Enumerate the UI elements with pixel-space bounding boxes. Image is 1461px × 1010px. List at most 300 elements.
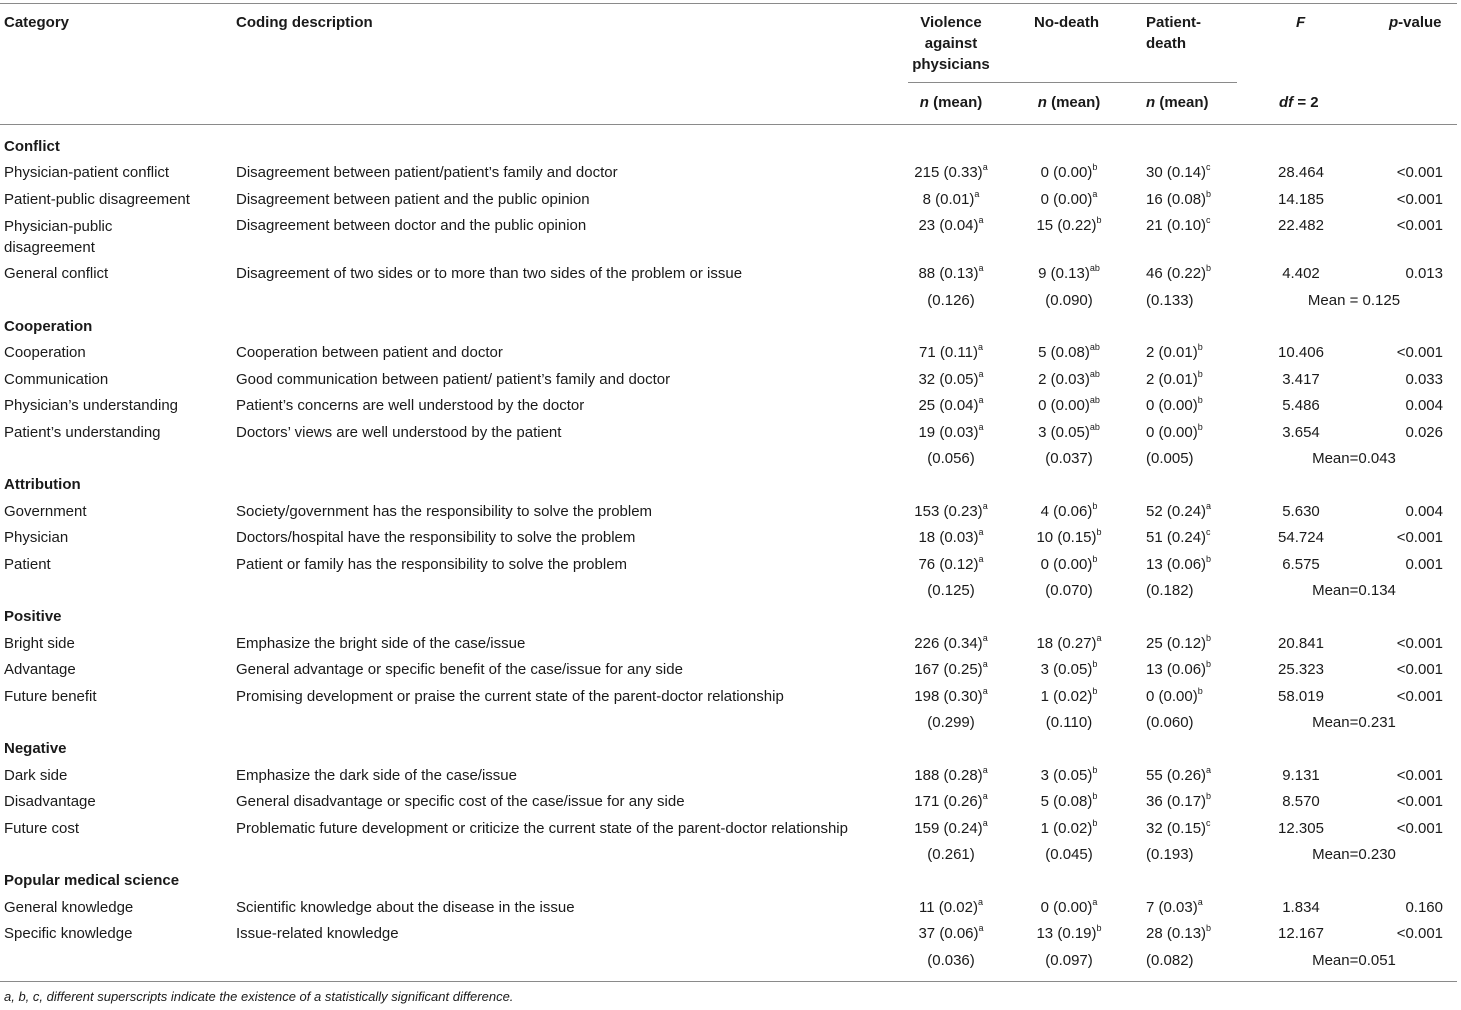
significance-superscript: ab bbox=[1089, 263, 1100, 274]
significance-superscript: a bbox=[1092, 896, 1098, 907]
significance-superscript: c bbox=[1206, 527, 1211, 538]
header-patient-line1: Patient- bbox=[1146, 14, 1202, 31]
sub-header-violence bbox=[900, 92, 1002, 113]
significance-superscript: a bbox=[982, 500, 988, 511]
f-cell: 1.834 bbox=[1282, 898, 1320, 916]
f-cell: 28.464 bbox=[1278, 164, 1324, 182]
patient-death-cell-value: 25 (0.12) bbox=[1146, 634, 1207, 652]
section-header bbox=[0, 314, 1457, 340]
significance-superscript: b bbox=[1206, 791, 1212, 802]
pvalue-cell: 0.026 bbox=[1405, 423, 1443, 441]
significance-superscript: a bbox=[978, 263, 984, 274]
table-row bbox=[0, 499, 1457, 525]
nodeath-cell bbox=[1020, 393, 1118, 419]
significance-superscript: a bbox=[982, 162, 988, 173]
patient-death-cell bbox=[1146, 367, 1203, 393]
patient-death-cell-value: 55 (0.26) bbox=[1146, 766, 1207, 784]
violence-cell bbox=[900, 340, 1002, 366]
description-cell: Problematic future development or criticize the current state of the parent-doctor relationship bbox=[236, 819, 848, 837]
summary-mean: Mean=0.231 bbox=[1312, 714, 1396, 731]
section-title: Positive bbox=[4, 608, 62, 626]
sub-mean: (mean) bbox=[1051, 94, 1101, 111]
significance-superscript: b bbox=[1197, 342, 1203, 353]
significance-superscript: b bbox=[1206, 553, 1212, 564]
significance-superscript: b bbox=[1206, 188, 1212, 199]
sub-header-patient bbox=[1146, 92, 1209, 113]
violence-cell bbox=[900, 657, 1002, 683]
nodeath-cell bbox=[1020, 789, 1118, 815]
f-cell: 3.417 bbox=[1282, 370, 1320, 388]
section-header bbox=[0, 868, 1457, 894]
summary-row bbox=[0, 842, 1457, 868]
significance-superscript: b bbox=[1197, 395, 1203, 406]
significance-superscript: b bbox=[1092, 764, 1098, 775]
significance-superscript: a bbox=[1206, 764, 1212, 775]
nodeath-cell-value: 5 (0.08) bbox=[1038, 344, 1090, 362]
header-violence-line1: Violence bbox=[920, 14, 982, 31]
pvalue-cell: <0.001 bbox=[1396, 164, 1443, 182]
header-patient-line2: death bbox=[1146, 35, 1187, 52]
sub-n: n bbox=[1146, 94, 1156, 111]
description-cell: Issue-related knowledge bbox=[236, 925, 399, 943]
table-row bbox=[0, 160, 1457, 186]
summary-mean: Mean=0.051 bbox=[1312, 951, 1396, 969]
category-cell: General conflict bbox=[4, 265, 109, 283]
summary-patient-death: (0.133) bbox=[1146, 291, 1194, 309]
significance-superscript: a bbox=[978, 395, 984, 406]
category-cell: Communication bbox=[4, 370, 109, 388]
violence-cell-value: 76 (0.12) bbox=[918, 555, 979, 573]
pvalue-cell: 0.013 bbox=[1405, 265, 1443, 283]
violence-cell bbox=[900, 552, 1002, 578]
patient-death-cell bbox=[1146, 657, 1211, 683]
summary-nodeath: (0.090) bbox=[1045, 291, 1093, 309]
nodeath-cell-value: 5 (0.08) bbox=[1040, 793, 1093, 811]
significance-superscript: b bbox=[1206, 923, 1212, 934]
description-cell: Doctors’ views are well understood by the patient bbox=[236, 423, 562, 441]
violence-cell bbox=[900, 895, 1002, 921]
violence-cell-value: 153 (0.23) bbox=[914, 502, 983, 520]
pvalue-cell: <0.001 bbox=[1396, 687, 1443, 705]
patient-death-cell-value: 16 (0.08) bbox=[1146, 190, 1207, 208]
significance-superscript: c bbox=[1206, 215, 1211, 226]
section-title: Negative bbox=[4, 740, 67, 758]
table-row bbox=[0, 789, 1457, 815]
df-text: df bbox=[1279, 94, 1294, 111]
significance-superscript: b bbox=[1197, 421, 1203, 432]
description-cell: Disagreement between patient/patient’s family and doctor bbox=[236, 164, 618, 182]
description-cell: Emphasize the dark side of the case/issue bbox=[236, 766, 517, 784]
patient-death-cell bbox=[1146, 763, 1211, 789]
significance-superscript: a bbox=[978, 368, 984, 379]
description-cell: General advantage or specific benefit of the case/issue for any side bbox=[236, 661, 683, 679]
patient-death-cell-value: 51 (0.24) bbox=[1146, 529, 1207, 547]
header-f: F bbox=[1296, 14, 1306, 31]
violence-cell-value: 25 (0.04) bbox=[918, 397, 979, 415]
significance-superscript: b bbox=[1197, 368, 1203, 379]
footnote: a, b, c, different superscripts indicate the existence of a statistically significant difference. bbox=[4, 989, 514, 1004]
patient-death-cell bbox=[1146, 420, 1203, 446]
description-cell: Disagreement of two sides or to more than two sides of the problem or issue bbox=[236, 265, 743, 283]
nodeath-cell-value: 3 (0.05) bbox=[1040, 661, 1093, 679]
patient-death-cell bbox=[1146, 160, 1211, 186]
summary-patient-death: (0.060) bbox=[1146, 714, 1194, 731]
table-row bbox=[0, 393, 1457, 419]
summary-violence: (0.036) bbox=[927, 951, 975, 969]
summary-row bbox=[0, 710, 1457, 736]
violence-cell bbox=[900, 420, 1002, 446]
significance-superscript: b bbox=[1096, 923, 1102, 934]
table-row bbox=[0, 340, 1457, 366]
violence-cell-value: 37 (0.06) bbox=[918, 925, 979, 943]
patient-death-cell-value: 0 (0.00) bbox=[1146, 397, 1198, 415]
significance-superscript: a bbox=[978, 923, 984, 934]
summary-nodeath: (0.110) bbox=[1045, 714, 1093, 731]
nodeath-cell bbox=[1020, 657, 1118, 683]
patient-death-cell-value: 52 (0.24) bbox=[1146, 502, 1207, 520]
summary-row bbox=[0, 578, 1457, 604]
table-row bbox=[0, 213, 1457, 261]
significance-superscript: b bbox=[1092, 685, 1098, 696]
patient-death-cell bbox=[1146, 187, 1211, 213]
violence-cell bbox=[900, 160, 1002, 186]
summary-nodeath: (0.045) bbox=[1045, 846, 1093, 863]
category-cell: Physician’s understanding bbox=[4, 397, 179, 415]
nodeath-cell-value: 18 (0.27) bbox=[1036, 634, 1097, 652]
significance-superscript: a bbox=[978, 527, 984, 538]
violence-cell-value: 71 (0.11) bbox=[919, 344, 978, 362]
patient-death-cell bbox=[1146, 921, 1211, 947]
significance-superscript: a bbox=[974, 188, 980, 199]
description-cell: Cooperation between patient and doctor bbox=[236, 344, 503, 362]
summary-violence: (0.299) bbox=[927, 714, 975, 731]
section-header bbox=[0, 472, 1457, 498]
category-cell: Physician-patient conflict bbox=[4, 164, 170, 182]
summary-nodeath: (0.037) bbox=[1045, 450, 1093, 467]
summary-mean: Mean=0.134 bbox=[1312, 582, 1396, 599]
table-row bbox=[0, 763, 1457, 789]
f-cell: 5.486 bbox=[1282, 397, 1320, 415]
nodeath-cell-value: 15 (0.22) bbox=[1036, 217, 1097, 235]
summary-violence: (0.056) bbox=[927, 450, 975, 467]
nodeath-cell bbox=[1020, 631, 1118, 657]
violence-cell bbox=[900, 213, 1002, 239]
summary-row bbox=[0, 288, 1457, 314]
description-cell: Good communication between patient/ patient’s family and doctor bbox=[236, 370, 671, 388]
table-row bbox=[0, 367, 1457, 393]
patient-death-cell-value: 0 (0.00) bbox=[1146, 687, 1198, 705]
significance-superscript: b bbox=[1206, 632, 1212, 643]
f-cell: 22.482 bbox=[1278, 217, 1324, 235]
f-cell: 58.019 bbox=[1278, 687, 1324, 705]
significance-superscript: b bbox=[1092, 817, 1098, 828]
df-value: = 2 bbox=[1297, 94, 1319, 111]
violence-cell bbox=[900, 816, 1002, 842]
header-nodeath: No-death bbox=[1034, 14, 1099, 31]
significance-superscript: a bbox=[978, 553, 984, 564]
sub-mean: (mean) bbox=[933, 94, 983, 111]
significance-superscript: ab bbox=[1089, 342, 1100, 353]
violence-cell-value: 19 (0.03) bbox=[918, 423, 979, 441]
f-cell: 9.131 bbox=[1282, 766, 1320, 784]
f-cell: 6.575 bbox=[1282, 555, 1320, 573]
description-cell: Scientific knowledge about the disease in the issue bbox=[236, 898, 575, 916]
patient-death-cell-value: 32 (0.15) bbox=[1146, 819, 1207, 837]
violence-cell bbox=[900, 789, 1002, 815]
pvalue-cell: <0.001 bbox=[1396, 661, 1443, 679]
category-cell: Patient bbox=[4, 555, 51, 573]
significance-superscript: a bbox=[982, 791, 988, 802]
nodeath-cell-value: 3 (0.05) bbox=[1040, 766, 1093, 784]
pvalue-cell: <0.001 bbox=[1396, 344, 1443, 362]
patient-death-cell bbox=[1146, 213, 1211, 239]
category-cell: Dark side bbox=[4, 766, 68, 784]
nodeath-cell-value: 1 (0.02) bbox=[1040, 687, 1093, 705]
nodeath-cell bbox=[1020, 684, 1118, 710]
patient-death-cell-value: 36 (0.17) bbox=[1146, 793, 1207, 811]
pvalue-cell: <0.001 bbox=[1396, 925, 1443, 943]
significance-superscript: a bbox=[977, 896, 983, 907]
significance-superscript: b bbox=[1096, 215, 1102, 226]
significance-superscript: a bbox=[978, 215, 984, 226]
summary-violence: (0.125) bbox=[927, 582, 975, 599]
nodeath-cell bbox=[1020, 763, 1118, 789]
patient-death-cell-value: 7 (0.03) bbox=[1146, 898, 1198, 916]
violence-cell-value: 159 (0.24) bbox=[914, 819, 983, 837]
nodeath-cell bbox=[1020, 499, 1118, 525]
df-label bbox=[1279, 92, 1319, 113]
patient-death-cell-value: 30 (0.14) bbox=[1146, 164, 1207, 182]
header-patient-death bbox=[1146, 12, 1201, 54]
patient-death-cell bbox=[1146, 525, 1211, 551]
nodeath-cell-value: 0 (0.00) bbox=[1040, 555, 1093, 573]
table-row bbox=[0, 921, 1457, 947]
category-cell: Patient’s understanding bbox=[4, 423, 161, 441]
violence-cell bbox=[900, 499, 1002, 525]
nodeath-cell bbox=[1020, 187, 1118, 213]
nodeath-cell bbox=[1020, 367, 1118, 393]
sub-mean: (mean) bbox=[1159, 94, 1209, 111]
violence-cell-value: 215 (0.33) bbox=[914, 164, 983, 182]
description-cell: Society/government has the responsibility to solve the problem bbox=[236, 502, 653, 520]
header-pvalue-rest: -value bbox=[1398, 14, 1442, 31]
category-cell: Physician-public disagreement bbox=[4, 218, 113, 257]
section-title: Popular medical science bbox=[4, 872, 180, 890]
nodeath-cell bbox=[1020, 261, 1118, 287]
nodeath-cell bbox=[1020, 816, 1118, 842]
significance-superscript: ab bbox=[1089, 421, 1100, 432]
violence-cell bbox=[900, 261, 1002, 287]
pvalue-cell: 0.160 bbox=[1405, 898, 1443, 916]
significance-superscript: b bbox=[1197, 685, 1203, 696]
header-pvalue-p: p bbox=[1389, 14, 1399, 31]
significance-superscript: b bbox=[1096, 527, 1102, 538]
summary-nodeath: (0.097) bbox=[1045, 951, 1093, 969]
section-title: Attribution bbox=[4, 476, 81, 494]
significance-superscript: b bbox=[1092, 791, 1098, 802]
summary-row bbox=[0, 948, 1457, 974]
pvalue-cell: 0.004 bbox=[1405, 397, 1443, 415]
nodeath-cell-value: 0 (0.00) bbox=[1038, 397, 1090, 415]
patient-death-cell-value: 21 (0.10) bbox=[1146, 217, 1207, 235]
header-description: Coding description bbox=[236, 14, 373, 31]
patient-death-cell bbox=[1146, 789, 1211, 815]
significance-superscript: a bbox=[1206, 500, 1212, 511]
summary-violence: (0.261) bbox=[927, 846, 975, 863]
pvalue-cell: <0.001 bbox=[1396, 819, 1443, 837]
violence-cell-value: 18 (0.03) bbox=[918, 529, 979, 547]
violence-cell-value: 32 (0.05) bbox=[918, 370, 979, 388]
violence-cell bbox=[900, 921, 1002, 947]
significance-superscript: a bbox=[982, 659, 988, 670]
sub-n: n bbox=[1037, 94, 1047, 111]
patient-death-cell bbox=[1146, 816, 1211, 842]
section-header bbox=[0, 736, 1457, 762]
summary-row bbox=[0, 446, 1457, 472]
violence-cell-value: 88 (0.13) bbox=[918, 265, 979, 283]
header-violence bbox=[900, 12, 1002, 75]
pvalue-cell: 0.004 bbox=[1405, 502, 1443, 520]
nodeath-cell-value: 13 (0.19) bbox=[1036, 925, 1097, 943]
nodeath-cell bbox=[1020, 895, 1118, 921]
table-row bbox=[0, 657, 1457, 683]
violence-cell-value: 167 (0.25) bbox=[914, 661, 983, 679]
f-cell: 5.630 bbox=[1282, 502, 1320, 520]
nodeath-cell-value: 2 (0.03) bbox=[1038, 370, 1090, 388]
violence-cell-value: 11 (0.02) bbox=[919, 898, 978, 916]
nodeath-cell bbox=[1020, 213, 1118, 239]
patient-death-cell bbox=[1146, 393, 1203, 419]
violence-cell bbox=[900, 367, 1002, 393]
significance-superscript: c bbox=[1206, 162, 1211, 173]
category-cell: Advantage bbox=[4, 661, 76, 679]
significance-superscript: a bbox=[978, 421, 984, 432]
header-category: Category bbox=[4, 14, 70, 31]
summary-patient-death: (0.005) bbox=[1146, 450, 1194, 467]
summary-mean: Mean=0.230 bbox=[1312, 846, 1396, 863]
patient-death-cell-value: 2 (0.01) bbox=[1146, 344, 1198, 362]
nodeath-cell bbox=[1020, 921, 1118, 947]
violence-cell-value: 226 (0.34) bbox=[914, 634, 983, 652]
table-row bbox=[0, 261, 1457, 287]
significance-superscript: a bbox=[1197, 896, 1203, 907]
description-cell: Promising development or praise the current state of the parent-doctor relationship bbox=[236, 687, 784, 705]
table-row bbox=[0, 420, 1457, 446]
violence-cell bbox=[900, 187, 1002, 213]
top-rule bbox=[0, 3, 1457, 4]
table-row bbox=[0, 895, 1457, 921]
category-cell: Bright side bbox=[4, 634, 75, 652]
patient-death-cell-value: 13 (0.06) bbox=[1146, 555, 1207, 573]
violence-cell bbox=[900, 763, 1002, 789]
f-cell: 12.305 bbox=[1278, 819, 1324, 837]
nodeath-cell bbox=[1020, 160, 1118, 186]
significance-superscript: c bbox=[1206, 817, 1211, 828]
header-bottom-rule bbox=[0, 124, 1457, 125]
nodeath-cell bbox=[1020, 420, 1118, 446]
significance-superscript: a bbox=[982, 817, 988, 828]
table-row bbox=[0, 816, 1457, 842]
category-cell: Future benefit bbox=[4, 687, 97, 705]
bottom-rule bbox=[0, 981, 1457, 982]
header-violence-line3: physicians bbox=[912, 56, 990, 73]
sub-header-nodeath bbox=[1020, 92, 1118, 113]
header-pvalue bbox=[1389, 12, 1442, 33]
violence-cell-value: 8 (0.01) bbox=[922, 190, 975, 208]
description-cell: Doctors/hospital have the responsibility to solve the problem bbox=[236, 529, 636, 547]
description-cell: Patient or family has the responsibility to solve the problem bbox=[236, 555, 628, 573]
table-row bbox=[0, 525, 1457, 551]
violence-cell bbox=[900, 393, 1002, 419]
patient-death-cell bbox=[1146, 552, 1211, 578]
f-cell: 8.570 bbox=[1282, 793, 1320, 811]
table-row bbox=[0, 631, 1457, 657]
significance-superscript: b bbox=[1206, 659, 1212, 670]
category-cell: Specific knowledge bbox=[4, 925, 133, 943]
patient-death-cell bbox=[1146, 631, 1211, 657]
summary-patient-death: (0.082) bbox=[1146, 951, 1194, 969]
f-cell: 10.406 bbox=[1278, 344, 1324, 362]
pvalue-cell: <0.001 bbox=[1396, 217, 1443, 235]
f-cell: 25.323 bbox=[1278, 661, 1324, 679]
nodeath-cell-value: 10 (0.15) bbox=[1036, 529, 1097, 547]
patient-death-cell bbox=[1146, 340, 1203, 366]
significance-superscript: ab bbox=[1089, 368, 1100, 379]
patient-death-cell-value: 46 (0.22) bbox=[1146, 265, 1207, 283]
significance-superscript: b bbox=[1092, 659, 1098, 670]
violence-cell bbox=[900, 684, 1002, 710]
violence-cell-value: 23 (0.04) bbox=[918, 217, 979, 235]
section-title: Cooperation bbox=[4, 318, 93, 335]
category-cell: General knowledge bbox=[4, 898, 134, 916]
nodeath-cell-value: 4 (0.06) bbox=[1040, 502, 1093, 520]
description-cell: Patient’s concerns are well understood by the doctor bbox=[236, 397, 585, 415]
summary-mean: Mean = 0.125 bbox=[1307, 291, 1401, 309]
pvalue-cell: <0.001 bbox=[1396, 190, 1443, 208]
patient-death-cell-value: 2 (0.01) bbox=[1146, 370, 1198, 388]
significance-superscript: b bbox=[1206, 263, 1212, 274]
significance-superscript: a bbox=[982, 764, 988, 775]
patient-death-cell-value: 13 (0.06) bbox=[1146, 661, 1207, 679]
pvalue-cell: 0.001 bbox=[1405, 555, 1443, 573]
f-cell: 3.654 bbox=[1282, 423, 1320, 441]
patient-death-cell bbox=[1146, 499, 1211, 525]
patient-death-cell bbox=[1146, 261, 1211, 287]
significance-superscript: a bbox=[982, 632, 988, 643]
pvalue-cell: <0.001 bbox=[1396, 766, 1443, 784]
nodeath-cell bbox=[1020, 552, 1118, 578]
table-row bbox=[0, 187, 1457, 213]
summary-patient-death: (0.193) bbox=[1146, 846, 1194, 863]
f-cell: 54.724 bbox=[1278, 529, 1324, 547]
violence-cell-value: 171 (0.26) bbox=[914, 793, 983, 811]
violence-cell-value: 198 (0.30) bbox=[914, 687, 983, 705]
patient-death-cell bbox=[1146, 895, 1203, 921]
summary-violence: (0.126) bbox=[927, 291, 975, 309]
description-cell: Disagreement between patient and the public opinion bbox=[236, 190, 590, 208]
category-cell: Patient-public disagreement bbox=[4, 190, 190, 208]
significance-superscript: b bbox=[1092, 162, 1098, 173]
nodeath-cell-value: 1 (0.02) bbox=[1040, 819, 1093, 837]
nodeath-cell-value: 0 (0.00) bbox=[1040, 898, 1093, 916]
header-violence-line2: against bbox=[924, 35, 978, 52]
category-cell: Physician bbox=[4, 529, 69, 547]
violence-cell bbox=[900, 631, 1002, 657]
patient-death-cell bbox=[1146, 684, 1203, 710]
violence-cell-value: 188 (0.28) bbox=[914, 766, 983, 784]
significance-superscript: ab bbox=[1089, 395, 1100, 406]
description-cell: Disagreement between doctor and the public opinion bbox=[236, 217, 587, 235]
